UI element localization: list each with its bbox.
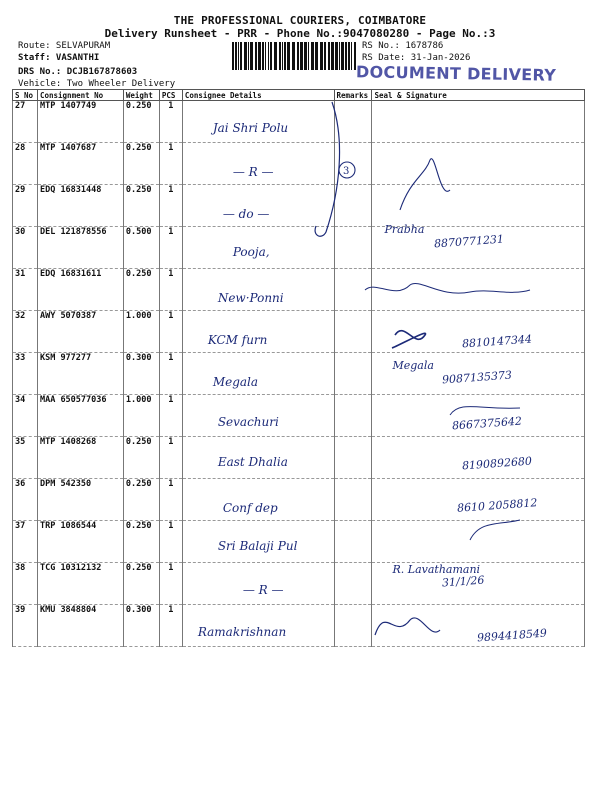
cell-remarks: [334, 395, 372, 437]
cell-pcs: 1: [159, 395, 182, 437]
barcode-bar: [282, 42, 283, 70]
table-row: [13, 353, 585, 395]
cell-consignee: [182, 353, 334, 395]
cell-sno: 37: [13, 521, 38, 563]
table-row: [13, 437, 585, 479]
phone-handwriting: 8190892680: [462, 454, 533, 473]
col-sno: S No: [13, 90, 38, 101]
cell-consignee: [182, 479, 334, 521]
table-header-row: [13, 90, 585, 101]
cell-remarks: [334, 563, 372, 605]
barcode-bar: [238, 42, 239, 70]
cell-weight: 0.250: [123, 479, 159, 521]
cell-consignment: KSM 977277: [37, 353, 123, 395]
cell-sno: 27: [13, 101, 38, 143]
phone-handwriting: 8610 2058812: [457, 496, 539, 515]
barcode-bar: [262, 42, 264, 70]
consignee-handwriting: — do —: [222, 207, 270, 221]
barcode-bar: [284, 42, 286, 70]
delivery-table: [12, 89, 585, 647]
cell-signature: [372, 395, 585, 437]
cell-consignee: [182, 563, 334, 605]
barcode-bar: [304, 42, 307, 70]
signature-handwriting: Prabha: [384, 223, 425, 236]
rs-number: RS No.: 1678786: [362, 41, 444, 51]
col-consignee: Consignee Details: [182, 90, 334, 101]
cell-consignment: EDQ 16831611: [37, 269, 123, 311]
cell-consignee: [182, 437, 334, 479]
col-remarks: Remarks: [334, 90, 372, 101]
table-row: [13, 143, 585, 185]
table-row: [13, 269, 585, 311]
barcode-bar: [268, 42, 269, 70]
consignee-handwriting: Pooja,: [232, 245, 270, 259]
cell-signature: [372, 143, 585, 185]
signature-handwriting: R. Lavathamani: [392, 563, 481, 576]
cell-sno: 33: [13, 353, 38, 395]
barcode-bar: [274, 42, 277, 70]
cell-consignment: TRP 1086544: [37, 521, 123, 563]
col-weight: Weight: [123, 90, 159, 101]
cell-consignment: MAA 650577036: [37, 395, 123, 437]
cell-weight: 0.250: [123, 101, 159, 143]
cell-signature: [372, 437, 585, 479]
cell-remarks: [334, 437, 372, 479]
consignee-handwriting: — R —: [232, 165, 274, 179]
cell-signature: [372, 479, 585, 521]
barcode-bar: [258, 42, 261, 70]
cell-sno: 31: [13, 269, 38, 311]
barcode-bar: [311, 42, 314, 70]
cell-sno: 36: [13, 479, 38, 521]
cell-pcs: 1: [159, 185, 182, 227]
cell-consignment: DEL 121878556: [37, 227, 123, 269]
cell-weight: 1.000: [123, 311, 159, 353]
cell-consignee: [182, 311, 334, 353]
cell-consignment: MTP 1407687: [37, 143, 123, 185]
cell-pcs: 1: [159, 269, 182, 311]
cell-pcs: 1: [159, 353, 182, 395]
cell-pcs: 1: [159, 479, 182, 521]
consignee-handwriting: East Dhalia: [217, 455, 288, 469]
barcode-bar: [335, 42, 338, 70]
document-delivery-stamp: DOCUMENT DELIVERY: [355, 62, 557, 85]
cell-consignee: [182, 101, 334, 143]
table-row: [13, 227, 585, 269]
barcode-bar: [250, 42, 253, 70]
table-row: [13, 479, 585, 521]
consignee-handwriting: — R —: [242, 583, 284, 597]
barcode-bar: [331, 42, 334, 70]
col-pcs: PCS: [159, 90, 182, 101]
cell-remarks: [334, 311, 372, 353]
cell-signature: [372, 563, 585, 605]
cell-remarks: [334, 269, 372, 311]
route-label: Route: SELVAPURAM: [18, 41, 111, 51]
phone-handwriting: 8870771231: [434, 232, 505, 251]
barcode-bar: [265, 42, 266, 70]
cell-signature: [372, 605, 585, 647]
cell-weight: 0.500: [123, 227, 159, 269]
cell-pcs: 1: [159, 101, 182, 143]
vehicle-label: Vehicle: Two Wheeler Delivery: [18, 79, 176, 89]
cell-signature: [372, 101, 585, 143]
consignee-handwriting: Megala: [212, 375, 259, 389]
table-row: [13, 563, 585, 605]
staff-label: Staff: VASANTHI: [18, 53, 100, 63]
barcode-bar: [308, 42, 309, 70]
barcode-bar: [345, 42, 347, 70]
cell-sno: 34: [13, 395, 38, 437]
cell-consignee: [182, 269, 334, 311]
cell-pcs: 1: [159, 311, 182, 353]
cell-sno: 35: [13, 437, 38, 479]
barcode-bar: [328, 42, 330, 70]
cell-sno: 28: [13, 143, 38, 185]
cell-consignee: [182, 395, 334, 437]
table-row: [13, 185, 585, 227]
cell-weight: 0.250: [123, 521, 159, 563]
barcode-bar: [255, 42, 257, 70]
barcode-bar: [232, 42, 234, 70]
barcode-bar: [300, 42, 303, 70]
cell-consignment: AWY 5070387: [37, 311, 123, 353]
table-row: [13, 521, 585, 563]
cell-signature: [372, 521, 585, 563]
phone-handwriting: 9894418549: [477, 626, 548, 645]
barcode-bar: [341, 42, 344, 70]
barcode-bar: [244, 42, 247, 70]
cell-consignment: KMU 3848804: [37, 605, 123, 647]
cell-remarks: [334, 479, 372, 521]
cell-pcs: 1: [159, 563, 182, 605]
table-row: [13, 605, 585, 647]
phone-handwriting: 8667375642: [452, 414, 523, 433]
barcode-bar: [292, 42, 295, 70]
cell-sno: 39: [13, 605, 38, 647]
table-row: [13, 395, 585, 437]
consignee-handwriting: New·Ponni: [217, 291, 284, 305]
barcode-bar: [287, 42, 290, 70]
table-row: [13, 311, 585, 353]
cell-sno: 30: [13, 227, 38, 269]
cell-consignee: [182, 143, 334, 185]
barcode-bar: [297, 42, 299, 70]
barcode-bar: [248, 42, 249, 70]
cell-remarks: [334, 185, 372, 227]
barcode-bar: [320, 42, 323, 70]
cell-remarks: [334, 521, 372, 563]
barcode: [232, 42, 358, 70]
consignee-handwriting: KCM furn: [207, 333, 268, 347]
signature-handwriting: Megala: [392, 359, 434, 372]
cell-remarks: [334, 101, 372, 143]
cell-weight: 0.250: [123, 185, 159, 227]
consignee-handwriting: Sri Balaji Pul: [217, 539, 298, 553]
cell-pcs: 1: [159, 437, 182, 479]
cell-weight: 0.300: [123, 353, 159, 395]
cell-consignee: [182, 605, 334, 647]
cell-signature: [372, 185, 585, 227]
cell-weight: 0.250: [123, 563, 159, 605]
cell-consignment: MTP 1407749: [37, 101, 123, 143]
cell-consignee: [182, 521, 334, 563]
consignee-handwriting: Jai Shri Polu: [212, 121, 289, 135]
cell-sno: 29: [13, 185, 38, 227]
cell-consignment: EDQ 16831448: [37, 185, 123, 227]
cell-weight: 0.300: [123, 605, 159, 647]
cell-weight: 1.000: [123, 395, 159, 437]
cell-sno: 32: [13, 311, 38, 353]
company-title: THE PROFESSIONAL COURIERS, COIMBATORE: [173, 14, 427, 27]
cell-pcs: 1: [159, 521, 182, 563]
drs-number: DRS No.: DCJB167878603: [18, 67, 138, 77]
cell-consignment: DPM 542350: [37, 479, 123, 521]
cell-signature: [372, 223, 585, 269]
cell-remarks: [334, 605, 372, 647]
cell-remarks: [334, 353, 372, 395]
cell-weight: 0.250: [123, 143, 159, 185]
phone-handwriting: 31/1/26: [442, 573, 486, 590]
barcode-bar: [324, 42, 326, 70]
remarks-mark: 3: [343, 166, 350, 177]
barcode-bar: [279, 42, 281, 70]
col-consignment: Consignment No: [37, 90, 123, 101]
cell-weight: 0.250: [123, 269, 159, 311]
cell-remarks: [334, 143, 372, 185]
cell-consignment: TCG 10312132: [37, 563, 123, 605]
barcode-bar: [348, 42, 350, 70]
runsheet-info-right: [362, 40, 470, 64]
runsheet-subtitle: Delivery Runsheet - PRR - Phone No.:9047080280 - Page No.:3: [104, 27, 496, 40]
barcode-bar: [270, 42, 272, 70]
cell-signature: [372, 353, 585, 395]
cell-consignee: [182, 227, 334, 269]
cell-pcs: 1: [159, 143, 182, 185]
phone-handwriting: 8810147344: [462, 332, 533, 351]
barcode-bar: [351, 42, 352, 70]
cell-consignee: [182, 185, 334, 227]
cell-sno: 38: [13, 563, 38, 605]
rs-date: RS Date: 31-Jan-2026: [362, 53, 471, 63]
table-row: [13, 101, 585, 143]
col-signature: Seal & Signature: [372, 90, 585, 101]
cell-signature: [372, 269, 585, 311]
barcode-bar: [339, 42, 340, 70]
consignee-handwriting: Ramakrishnan: [197, 625, 287, 639]
barcode-bar: [235, 42, 237, 70]
barcode-bar: [315, 42, 318, 70]
cell-weight: 0.250: [123, 437, 159, 479]
consignee-handwriting: Conf dep: [222, 501, 278, 515]
barcode-bar: [240, 42, 242, 70]
phone-handwriting: 9087135373: [442, 368, 513, 387]
cell-pcs: 1: [159, 605, 182, 647]
runsheet-info-left: [18, 40, 175, 90]
consignee-handwriting: Sevachuri: [217, 415, 279, 429]
cell-pcs: 1: [159, 227, 182, 269]
cell-signature: [372, 311, 585, 353]
cell-consignment: MTP 1408268: [37, 437, 123, 479]
cell-remarks: [334, 227, 372, 269]
